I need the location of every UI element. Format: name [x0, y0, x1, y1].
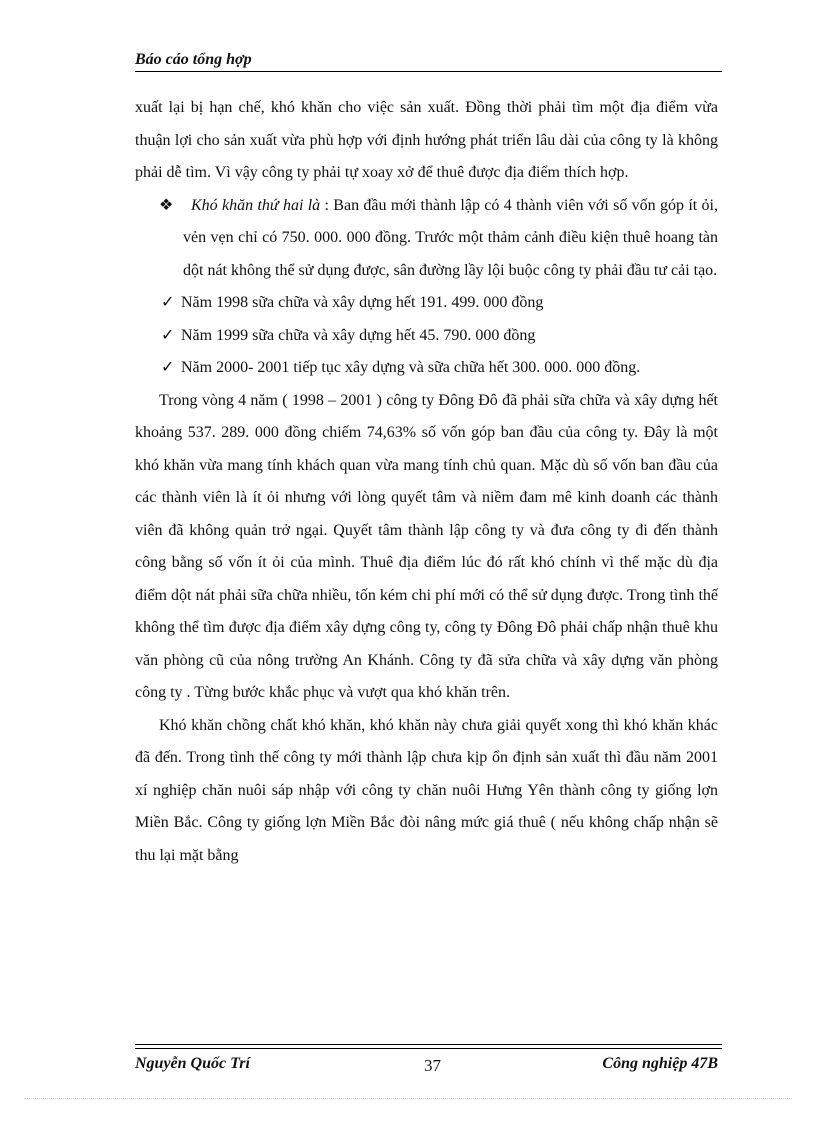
checkmark-icon: ✓	[161, 294, 175, 311]
bullet-content	[183, 190, 718, 288]
check-item-text: Năm 2000- 2001 tiếp tục xây dựng và sữa chữa hết 300. 000. 000 đồng.	[181, 359, 641, 376]
bullet-lead: Khó khăn thứ hai là	[191, 196, 321, 214]
check-item-text: Năm 1999 sữa chữa và xây dựng hết 45. 790. 000 đồng	[181, 326, 536, 344]
header-rule	[135, 71, 722, 72]
page-edge-divider	[24, 1098, 792, 1099]
bullet-item	[135, 190, 718, 288]
check-item-3	[135, 352, 718, 385]
checkmark-icon: ✓	[161, 359, 175, 376]
check-item-2	[135, 320, 718, 353]
paragraph-3: Khó khăn chồng chất khó khăn, khó khăn này chưa giải quyết xong thì khó khăn khác đã đến. Trong tình thế công ty mới thành lập chưa kịp ổn định sản xuất thì đầu năm 2001 xí nghiệp chăn nuôi sáp nhập với công ty chăn nuôi Hưng Yên thành công ty giống lợn Miền Bắc. Công ty giống lợn Miền Bắc đòi nâng mức giá thuê ( nếu không chấp nhận sẽ thu lại mặt bằng	[135, 716, 718, 864]
footer-rule	[135, 1048, 722, 1049]
check-item-1	[135, 287, 718, 320]
paragraph-2: Trong vòng 4 năm ( 1998 – 2001 ) công ty Đông Đô đã phải sữa chữa và xây dựng hết khoảng 537. 289. 000 đồng chiếm 74,63% số vốn góp ban đầu của công ty. Đây là một khó khăn vừa mang tính khách quan vừa mang tính chủ quan. Mặc dù số vốn ban đầu của các thành viên là ít ỏi nhưng với lòng quyết tâm và niềm đam mê kinh doanh các thành viên đã không quản trở ngại. Quyết tâm thành lập công ty và đưa công ty đi đến thành công bằng số vốn ít ỏi của mình. Thuê địa điểm lúc đó rất khó chính vì thế mặc dù địa điểm dột nát phải sữa chữa nhiều, tốn kém chi phí mới có thể sử dụng được. Trong tình thế không thể tìm được địa điểm xây dựng công ty, công ty Đông Đô phải chấp nhận thuê khu văn phòng cũ của nông trường An Khánh. Công ty đã sửa chữa và xây dựng văn phòng công ty . Từng bước khắc phục và vượt qua khó khăn trên.	[135, 391, 718, 701]
page-number: 37	[424, 1056, 441, 1075]
diamond-bullet-icon: ❖	[159, 196, 174, 214]
check-item-text: Năm 1998 sữa chữa và xây dựng hết 191. 499. 000 đồng	[181, 294, 544, 311]
paragraph-1: xuất lại bị hạn chế, khó khăn cho việc sản xuất. Đồng thời phải tìm một địa điểm vừa thuận lợi cho sản xuất vừa phù hợp với định hướng phát triển lâu dài của công ty là không phải dễ tìm. Vì vậy công ty phải tự xoay xở để thuê được địa điểm thích hợp.	[135, 99, 718, 181]
header-title: Báo cáo tổng hợp	[135, 51, 252, 68]
footer-author: Nguyễn Quốc Trí	[135, 1055, 250, 1072]
page-body	[135, 92, 718, 872]
footer-class: Công nghiệp 47B	[602, 1055, 718, 1072]
checkmark-icon: ✓	[161, 326, 175, 344]
bullet-text: : Ban đầu mới thành lập có 4 thành viên với số vốn góp ít ỏi, vẻn vẹn chỉ có 750. 000. 000 đồng. Trước một thảm cảnh điều kiện thuê hoang tàn dột nát không thể sử dụng được, sân đường lầy lội buộc công ty phải đầu tư cải tạo.	[183, 196, 718, 279]
footer-rule	[135, 1044, 722, 1045]
